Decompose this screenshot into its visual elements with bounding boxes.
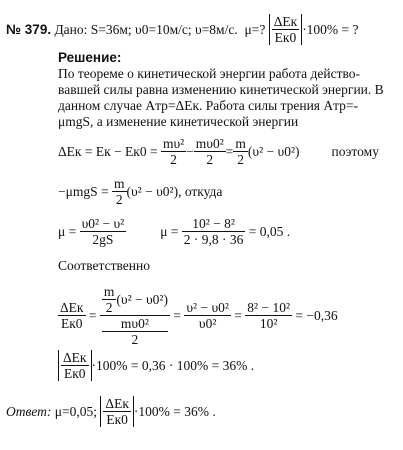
eq3-frac2 — [182, 216, 246, 247]
eq1-paren: (υ² − υ0²) — [247, 143, 300, 159]
eq4-f2-den: υ0² — [198, 316, 217, 331]
answer-tail: ·100% = 36% . — [133, 403, 216, 419]
problem-number: № 379. — [6, 21, 52, 37]
eq4-big-num-paren: (υ² − υ0²) — [116, 292, 168, 307]
eq4-lhs-den: Eк0 — [60, 316, 83, 331]
solution-heading: Решение: — [58, 50, 122, 65]
eq3-result: = 0,05 . — [248, 223, 291, 239]
eq1-f3-den: 2 — [237, 152, 245, 167]
sootvetstvenno: Соответственно — [58, 258, 150, 273]
answer-mu: μ=0,05; — [54, 403, 98, 419]
eq4-big-den2: 2 — [131, 332, 139, 347]
eq3-f2-den: 2 · 9,8 · 36 — [183, 232, 244, 247]
unknown-mu: μ=? — [244, 21, 266, 37]
eq1-f1-den: 2 — [170, 152, 177, 167]
eq1-f3-num: m — [235, 136, 246, 151]
answer-abs — [100, 396, 134, 427]
eq4-big-den: mυ0² — [102, 316, 168, 332]
eq4-f3-num: 8² − 10² — [247, 300, 291, 315]
eq4-eq: = — [88, 307, 97, 323]
eq4-f3-den: 10² — [259, 316, 278, 331]
header-tail: ·100% = ? — [302, 21, 359, 37]
answer-line — [6, 396, 216, 427]
given-data: Дано: S=36м; υ0=10м/с; υ=8м/с. — [54, 21, 238, 37]
eq5-tail: ·100% = 0,36 · 100% = 36% . — [91, 357, 255, 373]
eq3-frac1 — [80, 216, 127, 247]
eq3-mu2: μ = — [160, 223, 179, 239]
eq1-f1-num: mυ² — [162, 136, 185, 151]
eq4-big-num-m: m — [103, 284, 115, 299]
eq4-result: = −0,36 — [295, 307, 338, 323]
eq1-frac3 — [233, 136, 248, 167]
eq4-f2-num: υ² − υ0² — [186, 300, 229, 315]
header-abs-fraction — [269, 14, 303, 45]
eq1-frac1 — [161, 136, 186, 167]
eq1-f2-num: mυ0² — [195, 136, 224, 151]
answer-num: ΔEк — [105, 396, 129, 411]
header-frac-den: Eк0 — [274, 30, 297, 45]
equation-friction-work — [58, 176, 222, 207]
eq4-lhs-num: ΔEк — [60, 300, 84, 315]
para-line-1: По теореме о кинетической энергии работа действо- — [58, 66, 360, 81]
eq4-big-frac — [100, 284, 170, 347]
para-line-4: μmgS, а изменение кинетической энергии — [58, 114, 299, 129]
eq3-f1-den: 2gS — [92, 232, 114, 247]
equation-ratio — [58, 284, 338, 347]
eq1-frac2 — [194, 136, 226, 167]
problem-header — [6, 14, 359, 45]
eq1-poetomu: поэтому — [331, 143, 379, 159]
eq2-frac — [112, 176, 127, 207]
eq1-left: ΔEк = Eк − Eк0 = — [58, 143, 158, 159]
eq1-eq: = — [225, 143, 234, 159]
para-line-2: вавшей силы равна изменению кинетической энергии. В — [58, 82, 384, 97]
equation-percent — [58, 350, 254, 381]
eq2-f-den: 2 — [115, 192, 123, 207]
eq3-f1-num: υ0² − υ² — [81, 216, 125, 231]
eq4-frac3 — [245, 300, 292, 331]
equation-mu — [58, 216, 290, 247]
eq3-f2-num: 10² − 8² — [182, 216, 246, 232]
eq4-big-num-den: 2 — [105, 300, 113, 315]
eq3-mu: μ = — [58, 223, 77, 239]
eq2-f-num: m — [113, 176, 125, 191]
eq4-eq2: = — [173, 307, 181, 323]
answer-den: Eк0 — [106, 412, 128, 427]
para-line-3: данном случае Aтр=ΔEк. Работа силы трения Aтр=- — [58, 98, 359, 113]
answer-label: Ответ: — [6, 403, 52, 419]
header-frac-num: ΔEк — [273, 14, 298, 29]
eq4-lhs — [58, 300, 86, 331]
eq1-minus: − — [186, 143, 194, 159]
eq2-paren: (υ² − υ0²), откуда — [126, 183, 223, 199]
eq5-abs — [58, 350, 92, 381]
eq5-num: ΔEк — [63, 350, 87, 365]
eq4-frac2 — [184, 300, 231, 331]
equation-kinetic-change — [58, 136, 379, 167]
eq5-den: Eк0 — [63, 366, 86, 381]
eq2-left: −μmgS = — [58, 183, 109, 199]
eq4-eq3: = — [234, 307, 242, 323]
eq1-f2-den: 2 — [206, 152, 214, 167]
